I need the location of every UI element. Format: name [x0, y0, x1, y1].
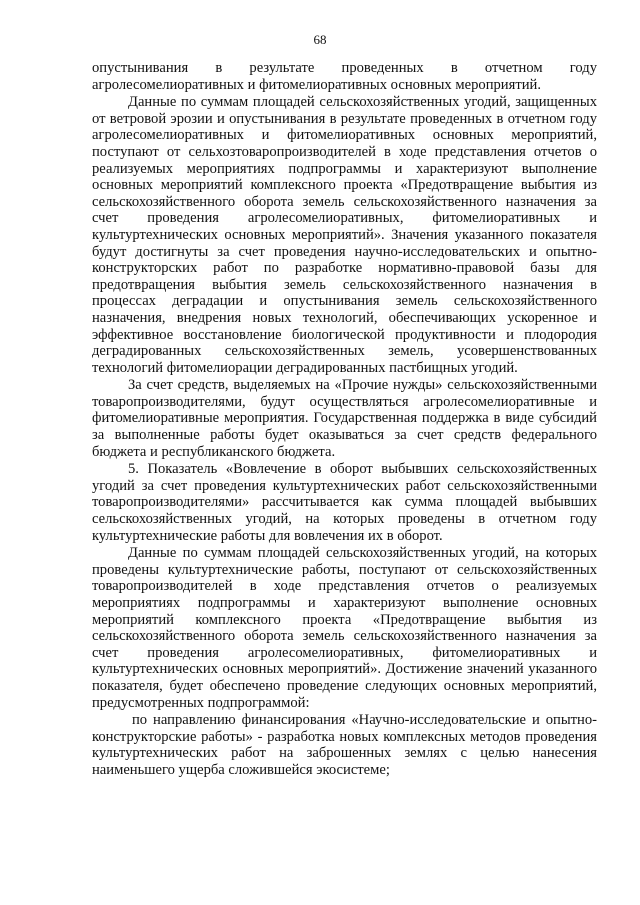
body-text [92, 60, 597, 780]
paragraph-data-sources-cultural-works: Данные по суммам площадей сельскохозяйственных угодий, на которых проведены культуртехнические работы, поступают от сельскохозяйственных товаропроизводителей в ходе представления отчетов о реализуемых мероприятиях подпрограммы и характеризуют выполнение основных мероприятий комплексного проекта «Предотвращение выбытия из сельскохозяйственного оборота земель сельскохозяйственного назначения за счет проведения агролесомелиоративных, фитомелиоративных и культуртехнических основных мероприятий». Достижение значений указанного показателя, будет обеспечено проведение следующих основных мероприятий, предусмотренных подпрограммой: [92, 545, 597, 711]
paragraph-research-direction: по направлению финансирования «Научно-исследовательские и опытно-конструкторские работы» - разработка новых комплексных методов проведения культуртехнических работ на заброшенных землях с целью нанесения наименьшего ущерба сложившейся экосистеме; [92, 712, 597, 778]
paragraph-indicator-5: 5. Показатель «Вовлечение в оборот выбывших сельскохозяйственных угодий за счет проведения культуртехнических работ сельскохозяйственными товаропроизводителями» рассчитывается как сумма площадей выбывших сельскохозяйственных угодий, на которых проведены в отчетном году культуртехнические работы для вовлечения их в оборот. [92, 461, 597, 544]
paragraph-other-needs-funding: За счет средств, выделяемых на «Прочие нужды» сельскохозяйственными товаропроизводителями, будут осуществляться агролесомелиоративные и фитомелиоративные мероприятия. Государственная поддержка в виде субсидий за выполненные работы будет оказываться за счет средств федерального бюджета и республиканского бюджета. [92, 377, 597, 460]
paragraph-continuation: опустынивания в результате проведенных в отчетном году агролесомелиоративных и фитомелиоративных основных мероприятий. [92, 60, 597, 93]
paragraph-data-sources-erosion: Данные по суммам площадей сельскохозяйственных угодий, защищенных от ветровой эрозии и опустынивания в результате проведенных в отчетном году агролесомелиоративных и фитомелиоративных основных мероприятий, поступают от сельхозтоваропроизводителей в ходе представления отчетов о реализуемых мероприятиях подпрограммы и характеризуют выполнение основных мероприятий комплексного проекта «Предотвращение выбытия из сельскохозяйственного оборота земель сельскохозяйственного назначения за счет проведения агролесомелиоративных, фитомелиоративных и культуртехнических основных мероприятий». Значения указанного показателя будут достигнуты за счет проведения научно-исследовательских и опытно-конструкторских работ по разработке нормативно-правовой базы для предотвращения выбытия земель сельскохозяйственного назначения в процессах деградации и опустынивания земель сельскохозяйственного назначения, внедрения новых технологий, обеспечивающих ускоренное и эффективное восстановление биологической продуктивности и плодородия деградированных сельскохозяйственных земель, усовершенствованных технологий фитомелиорации деградированных пастбищных угодий. [92, 94, 597, 376]
page-number: 68 [313, 32, 327, 47]
